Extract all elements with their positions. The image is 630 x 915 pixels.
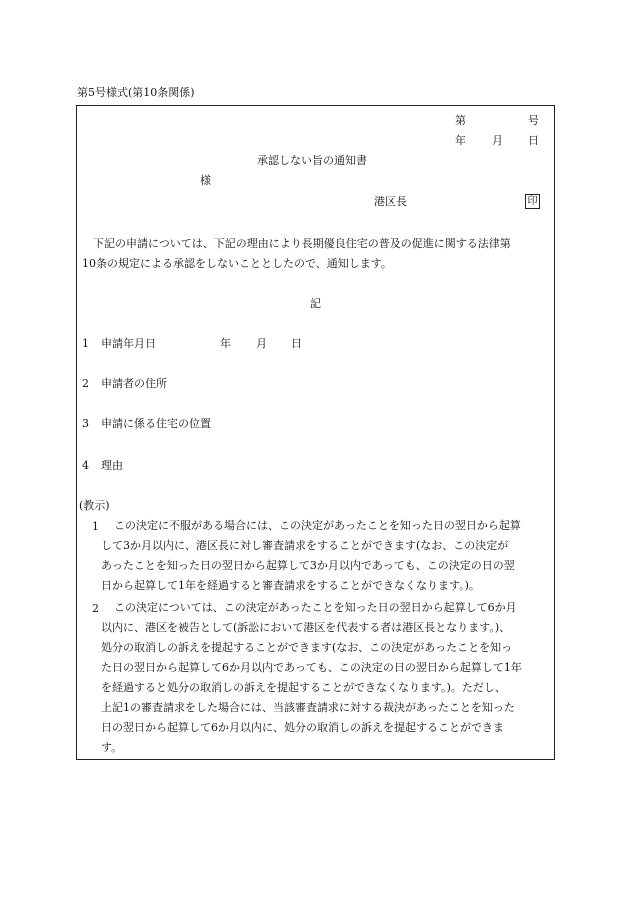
ki-heading: 記 bbox=[310, 297, 321, 310]
notice-line: 日の翌日から起算して6か月以内に、処分の取消しの訴えを提起することができま bbox=[101, 721, 504, 734]
item-label: 申請に係る住宅の位置 bbox=[101, 417, 211, 430]
number-prefix: 第 bbox=[455, 114, 466, 127]
notice-line: 以内に、港区を被告として(訴訟において港区を代表する者は港区長となります。)、 bbox=[101, 621, 511, 634]
notice-line: この決定については、この決定があったことを知った日の翌日から起算して6か月 bbox=[114, 601, 517, 614]
notice-1 bbox=[101, 516, 521, 596]
notice-line: この決定に不服がある場合には、この決定があったことを知った日の翌日から起算 bbox=[114, 519, 521, 532]
notice-line: あったことを知った日の翌日から起算して3か月以内であっても、この決定の日の翌 bbox=[101, 559, 515, 572]
item-label: 理由 bbox=[101, 459, 123, 472]
notice-2 bbox=[101, 598, 522, 758]
item-number: 3 bbox=[82, 417, 89, 430]
item-label: 申請年月日 bbox=[101, 337, 156, 350]
date-day: 日 bbox=[528, 134, 539, 147]
notice-line: 日から起算して1年を経過すると審査請求をすることができなくなります。)。 bbox=[101, 579, 480, 592]
notice-line: す。 bbox=[101, 741, 123, 754]
item-number: 1 bbox=[82, 337, 89, 350]
document-title: 承認しない旨の通知書 bbox=[257, 154, 367, 167]
date-year: 年 bbox=[455, 134, 466, 147]
item-year: 年 bbox=[220, 337, 231, 350]
notice-line: して3か月以内に、港区長に対し審査請求をすることができます(なお、この決定が bbox=[101, 539, 509, 552]
intro-paragraph bbox=[82, 234, 511, 274]
item-label: 申請者の住所 bbox=[101, 377, 167, 390]
notice-line: 上記1の審査請求をした場合には、当該審査請求に対する裁決があったことを知った bbox=[101, 701, 515, 714]
form-label: 第5号様式(第10条関係) bbox=[77, 86, 195, 99]
recipient-suffix: 様 bbox=[200, 174, 211, 187]
notice-line: を経過すると処分の取消しの訴えを提起することができなくなります。)。ただし、 bbox=[101, 681, 506, 694]
date-month: 月 bbox=[492, 134, 503, 147]
issuer: 港区長 bbox=[374, 195, 407, 208]
item-number: 2 bbox=[82, 377, 89, 390]
item-day: 日 bbox=[291, 337, 302, 350]
seal-mark: 印 bbox=[525, 194, 540, 209]
notice-line: た日の翌日から起算して6か月以内であっても、この決定の日の翌日から起算して1年 bbox=[101, 661, 522, 674]
intro-line: 10条の規定による承認をしないこととしたので、通知します。 bbox=[82, 257, 392, 270]
item-number: 4 bbox=[82, 459, 89, 472]
notice-line: 処分の取消しの訴えを提起することができます(なお、この決定があったことを知っ bbox=[101, 641, 513, 654]
notice-heading: (教示) bbox=[79, 499, 110, 512]
notice-number: 2 bbox=[92, 602, 99, 615]
number-suffix: 号 bbox=[528, 114, 539, 127]
item-month: 月 bbox=[256, 337, 267, 350]
intro-line: 下記の申請については、下記の理由により長期優良住宅の普及の促進に関する法律第 bbox=[93, 237, 511, 250]
notice-number: 1 bbox=[92, 520, 99, 533]
